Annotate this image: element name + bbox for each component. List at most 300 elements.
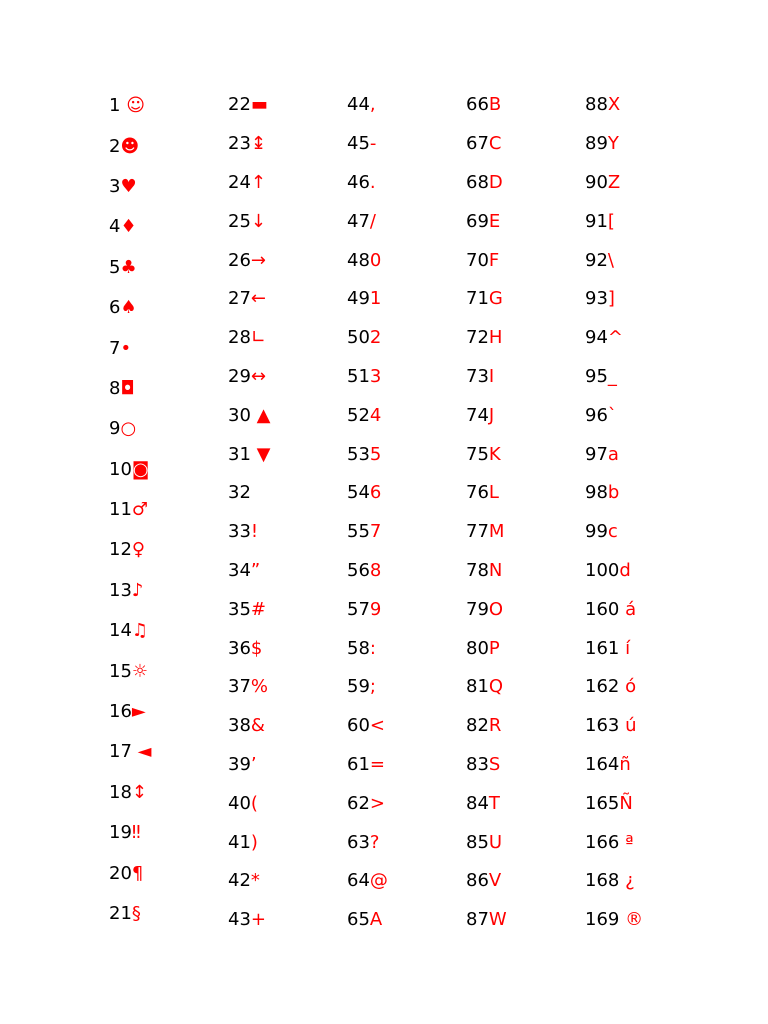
code-entry (585, 552, 643, 591)
code-symbol: ] (607, 288, 615, 310)
code-symbol: G (488, 288, 503, 310)
code-entry (347, 901, 388, 940)
code-entry (585, 202, 643, 241)
code-entry (228, 707, 270, 746)
code-symbol: + (250, 909, 266, 931)
code-number: 96 (585, 404, 608, 426)
code-symbol: ? (369, 831, 380, 853)
code-number: 4 (109, 216, 121, 238)
code-entry (466, 435, 507, 474)
code-symbol: ” (250, 559, 261, 581)
code-symbol: : (369, 637, 376, 659)
code-number: 44 (347, 94, 370, 116)
code-number: 89 (585, 133, 608, 155)
code-column-4 (466, 86, 507, 940)
code-entry (347, 474, 388, 513)
code-number: 98 (585, 482, 608, 504)
code-symbol: [ (607, 210, 615, 232)
code-entry (466, 202, 507, 241)
code-number: 42 (228, 870, 251, 892)
code-number: 3 (109, 175, 121, 197)
code-symbol: 3 (369, 365, 382, 387)
code-entry (228, 241, 270, 280)
code-number: 46 (347, 171, 370, 193)
code-number: 160 (585, 598, 626, 620)
code-number: 70 (466, 249, 489, 271)
code-symbol: ◙ (131, 458, 150, 480)
code-symbol: ‼ (131, 822, 141, 844)
code-entry (228, 746, 270, 785)
code-number: 86 (466, 870, 489, 892)
code-symbol: ú (625, 715, 637, 737)
code-entry (585, 358, 643, 397)
code-symbol: ☼ (131, 660, 149, 682)
code-symbol: . (369, 171, 376, 193)
code-symbol: 7 (369, 521, 382, 543)
code-entry (228, 125, 270, 164)
code-number: 1 (109, 95, 127, 117)
code-number: 17 (109, 741, 138, 763)
code-symbol: ♠ (120, 297, 137, 319)
code-number: 49 (347, 288, 370, 310)
code-number: 40 (228, 792, 251, 814)
code-symbol: ▬ (250, 94, 268, 116)
code-symbol: S (488, 753, 501, 775)
code-symbol: ▼ (256, 443, 271, 465)
code-symbol: ◘ (120, 377, 135, 399)
code-symbol: ♂ (131, 499, 149, 521)
code-number: 162 (585, 676, 626, 698)
code-symbol: < (369, 715, 385, 737)
code-number: 35 (228, 598, 251, 620)
code-entry (347, 319, 388, 358)
code-symbol: ) (250, 831, 258, 853)
code-entry (585, 901, 643, 940)
code-entry (228, 396, 270, 435)
code-entry (347, 513, 388, 552)
code-entry (347, 396, 388, 435)
code-symbol: % (250, 676, 269, 698)
code-symbol: ♫ (131, 620, 149, 642)
code-entry (347, 707, 388, 746)
code-symbol: - (369, 133, 377, 155)
code-number: 18 (109, 781, 132, 803)
code-entry (585, 668, 643, 707)
code-symbol: ñ (619, 753, 631, 775)
code-symbol: í (625, 637, 631, 659)
code-symbol: ► (131, 701, 146, 723)
code-number: 72 (466, 327, 489, 349)
code-symbol: ☺ (126, 95, 145, 117)
code-number: 5 (109, 256, 121, 278)
code-symbol: K (488, 443, 501, 465)
code-symbol: ó (625, 676, 637, 698)
code-entry (585, 746, 643, 785)
code-symbol: 1 (369, 288, 382, 310)
code-number: 95 (585, 365, 608, 387)
code-number: 82 (466, 715, 489, 737)
code-number: 60 (347, 715, 370, 737)
code-entry (109, 409, 151, 449)
code-entry (228, 474, 270, 513)
code-entry (228, 823, 270, 862)
code-symbol: R (488, 715, 502, 737)
code-entry (109, 571, 151, 611)
code-entry (466, 629, 507, 668)
code-number: 67 (466, 133, 489, 155)
code-number: 29 (228, 365, 251, 387)
code-symbol: V (488, 870, 502, 892)
code-symbol: ® (625, 909, 644, 931)
code-entry (347, 241, 388, 280)
code-number: 53 (347, 443, 370, 465)
code-entry (109, 692, 151, 732)
code-entry (466, 86, 507, 125)
code-number: 87 (466, 909, 489, 931)
code-symbol: 4 (369, 404, 382, 426)
code-number: 58 (347, 637, 370, 659)
code-entry (466, 590, 507, 629)
code-symbol: ’ (250, 753, 257, 775)
code-symbol: ↔ (250, 365, 266, 387)
code-symbol: ◄ (137, 741, 152, 763)
code-entry (585, 862, 643, 901)
code-entry (585, 823, 643, 862)
code-entry (228, 784, 270, 823)
code-entry (347, 435, 388, 474)
code-number: 92 (585, 249, 608, 271)
code-entry (109, 126, 151, 166)
code-entry (466, 668, 507, 707)
code-symbol: ^ (607, 327, 623, 349)
code-number: 56 (347, 559, 370, 581)
code-number: 81 (466, 676, 489, 698)
code-number: 80 (466, 637, 489, 659)
code-number: 94 (585, 327, 608, 349)
code-symbol: ▲ (256, 404, 271, 426)
code-symbol: ○ (120, 418, 137, 440)
code-number: 45 (347, 133, 370, 155)
code-number: 88 (585, 94, 608, 116)
code-number: 9 (109, 418, 121, 440)
code-number: 75 (466, 443, 489, 465)
code-entry (347, 358, 388, 397)
code-symbol: \ (607, 249, 614, 271)
code-symbol: ¿ (625, 870, 635, 892)
code-symbol: ♀ (131, 539, 146, 561)
code-entry (109, 611, 151, 651)
code-entry (466, 823, 507, 862)
code-column-5 (585, 86, 643, 940)
code-number: 14 (109, 620, 132, 642)
code-number: 39 (228, 753, 251, 775)
code-number: 65 (347, 909, 370, 931)
code-entry (228, 280, 270, 319)
code-entry (347, 164, 388, 203)
code-entry (585, 164, 643, 203)
code-number: 59 (347, 676, 370, 698)
code-entry (585, 629, 643, 668)
code-number: 55 (347, 521, 370, 543)
code-symbol: $ (250, 637, 263, 659)
code-symbol: ♦ (120, 216, 137, 238)
code-symbol: B (488, 94, 502, 116)
code-symbol: _ (607, 365, 617, 387)
code-entry (109, 450, 151, 490)
code-number: 8 (109, 377, 121, 399)
code-entry (228, 358, 270, 397)
code-symbol: L (488, 482, 499, 504)
code-symbol: H (488, 327, 503, 349)
code-number: 11 (109, 499, 132, 521)
code-column-1 (109, 86, 151, 934)
code-entry (109, 86, 151, 126)
code-entry (109, 328, 151, 368)
code-number: 83 (466, 753, 489, 775)
code-entry (585, 784, 643, 823)
code-symbol: • (120, 337, 132, 359)
code-entry (228, 552, 270, 591)
code-entry (466, 280, 507, 319)
code-number: 51 (347, 365, 370, 387)
code-entry (466, 396, 507, 435)
code-symbol: á (625, 598, 637, 620)
code-number: 28 (228, 327, 251, 349)
code-symbol: A (369, 909, 383, 931)
code-symbol: @ (369, 870, 388, 892)
code-entry (585, 590, 643, 629)
code-number: 24 (228, 171, 251, 193)
code-number: 27 (228, 288, 251, 310)
code-symbol: Z (607, 171, 621, 193)
code-entry (109, 853, 151, 893)
code-number: 34 (228, 559, 251, 581)
code-number: 77 (466, 521, 489, 543)
code-symbol: E (488, 210, 501, 232)
code-symbol: 9 (369, 598, 382, 620)
code-symbol: ↓ (250, 210, 266, 232)
code-entry (347, 552, 388, 591)
code-entry (347, 590, 388, 629)
code-number: 100 (585, 559, 620, 581)
code-entry (466, 125, 507, 164)
code-number: 6 (109, 297, 121, 319)
code-number: 78 (466, 559, 489, 581)
code-number: 69 (466, 210, 489, 232)
code-number: 30 (228, 404, 257, 426)
code-number: 71 (466, 288, 489, 310)
code-number: 66 (466, 94, 489, 116)
code-symbol: ← (250, 288, 266, 310)
code-entry (347, 86, 388, 125)
code-entry (585, 435, 643, 474)
code-number: 2 (109, 135, 121, 157)
code-entry (228, 202, 270, 241)
code-number: 12 (109, 539, 132, 561)
code-symbol: ↨ (250, 133, 266, 155)
code-number: 99 (585, 521, 608, 543)
code-entry (466, 241, 507, 280)
code-symbol: a (607, 443, 619, 465)
code-entry (585, 396, 643, 435)
code-entry (466, 474, 507, 513)
code-symbol: ♥ (120, 175, 137, 197)
code-entry (585, 86, 643, 125)
code-symbol: T (488, 792, 500, 814)
code-entry (585, 125, 643, 164)
code-entry (585, 513, 643, 552)
code-symbol: ; (369, 676, 376, 698)
code-symbol: b (607, 482, 620, 504)
code-symbol: # (250, 598, 266, 620)
code-entry (466, 513, 507, 552)
code-number: 165 (585, 792, 620, 814)
code-number: 19 (109, 822, 132, 844)
code-symbol: ♪ (131, 579, 144, 601)
code-number: 15 (109, 660, 132, 682)
code-symbol: Y (607, 133, 619, 155)
code-number: 97 (585, 443, 608, 465)
code-number: 68 (466, 171, 489, 193)
code-symbol: X (607, 94, 621, 116)
code-entry (109, 288, 151, 328)
code-number: 36 (228, 637, 251, 659)
code-number: 164 (585, 753, 620, 775)
code-entry (109, 369, 151, 409)
code-number: 25 (228, 210, 251, 232)
code-symbol: J (488, 404, 495, 426)
code-number: 7 (109, 337, 121, 359)
code-entry (585, 319, 643, 358)
code-symbol: ☻ (120, 135, 140, 157)
code-number: 48 (347, 249, 370, 271)
code-entry (466, 901, 507, 940)
code-entry (585, 707, 643, 746)
code-number: 168 (585, 870, 626, 892)
code-entry (347, 668, 388, 707)
code-entry (109, 490, 151, 530)
code-number: 79 (466, 598, 489, 620)
code-entry (347, 823, 388, 862)
code-number: 20 (109, 862, 132, 884)
code-symbol: > (369, 792, 385, 814)
code-symbol: W (488, 909, 507, 931)
code-number: 61 (347, 753, 370, 775)
code-symbol: 8 (369, 559, 382, 581)
code-number: 52 (347, 404, 370, 426)
code-symbol: D (488, 171, 503, 193)
code-entry (585, 474, 643, 513)
code-symbol: c (607, 521, 618, 543)
code-symbol: I (488, 365, 495, 387)
code-entry (109, 530, 151, 570)
code-number: 62 (347, 792, 370, 814)
code-entry (228, 513, 270, 552)
code-entry (228, 862, 270, 901)
code-entry (466, 164, 507, 203)
code-symbol: U (488, 831, 503, 853)
code-number: 169 (585, 909, 626, 931)
code-number: 90 (585, 171, 608, 193)
code-number: 13 (109, 579, 132, 601)
code-entry (228, 86, 270, 125)
code-symbol: ¶ (131, 862, 144, 884)
code-number: 26 (228, 249, 251, 271)
code-symbol: ↑ (250, 171, 266, 193)
code-number: 93 (585, 288, 608, 310)
code-entry (228, 629, 270, 668)
code-symbol: , (369, 94, 376, 116)
code-number: 91 (585, 210, 608, 232)
code-number: 10 (109, 458, 132, 480)
code-entry (347, 125, 388, 164)
code-entry (109, 894, 151, 934)
code-symbol: M (488, 521, 505, 543)
code-number: 43 (228, 909, 251, 931)
code-entry (109, 813, 151, 853)
code-number: 64 (347, 870, 370, 892)
code-symbol: Ñ (619, 792, 633, 814)
code-symbol: F (488, 249, 500, 271)
code-entry (109, 248, 151, 288)
code-entry (466, 552, 507, 591)
code-column-3 (347, 86, 388, 940)
code-symbol: P (488, 637, 500, 659)
code-entry (228, 164, 270, 203)
code-number: 85 (466, 831, 489, 853)
code-symbol: 2 (369, 327, 382, 349)
code-entry (109, 651, 151, 691)
code-number: 74 (466, 404, 489, 426)
code-entry (347, 862, 388, 901)
code-symbol: ª (625, 831, 634, 853)
code-symbol: & (250, 715, 265, 737)
code-number: 57 (347, 598, 370, 620)
code-entry (585, 241, 643, 280)
code-symbol: d (619, 559, 631, 581)
code-symbol: O (488, 598, 504, 620)
code-number: 38 (228, 715, 251, 737)
code-symbol: ↕ (131, 781, 147, 803)
code-entry (466, 862, 507, 901)
code-symbol: * (250, 870, 260, 892)
code-number: 76 (466, 482, 489, 504)
code-number: 47 (347, 210, 370, 232)
code-symbol: ( (250, 792, 258, 814)
code-number: 84 (466, 792, 489, 814)
code-entry (347, 629, 388, 668)
code-entry (228, 435, 270, 474)
code-entry (466, 784, 507, 823)
code-number: 54 (347, 482, 370, 504)
code-entry (347, 202, 388, 241)
code-entry (347, 784, 388, 823)
code-number: 31 (228, 443, 257, 465)
code-entry (585, 280, 643, 319)
code-entry (466, 707, 507, 746)
code-number: 16 (109, 701, 132, 723)
code-symbol: N (488, 559, 503, 581)
code-entry (347, 746, 388, 785)
code-number: 50 (347, 327, 370, 349)
code-number: 161 (585, 637, 626, 659)
code-number: 21 (109, 903, 132, 924)
code-entry (228, 590, 270, 629)
code-entry (109, 732, 151, 772)
code-symbol: 0 (369, 249, 382, 271)
code-symbol: Q (488, 676, 504, 698)
code-symbol: / (369, 210, 376, 232)
